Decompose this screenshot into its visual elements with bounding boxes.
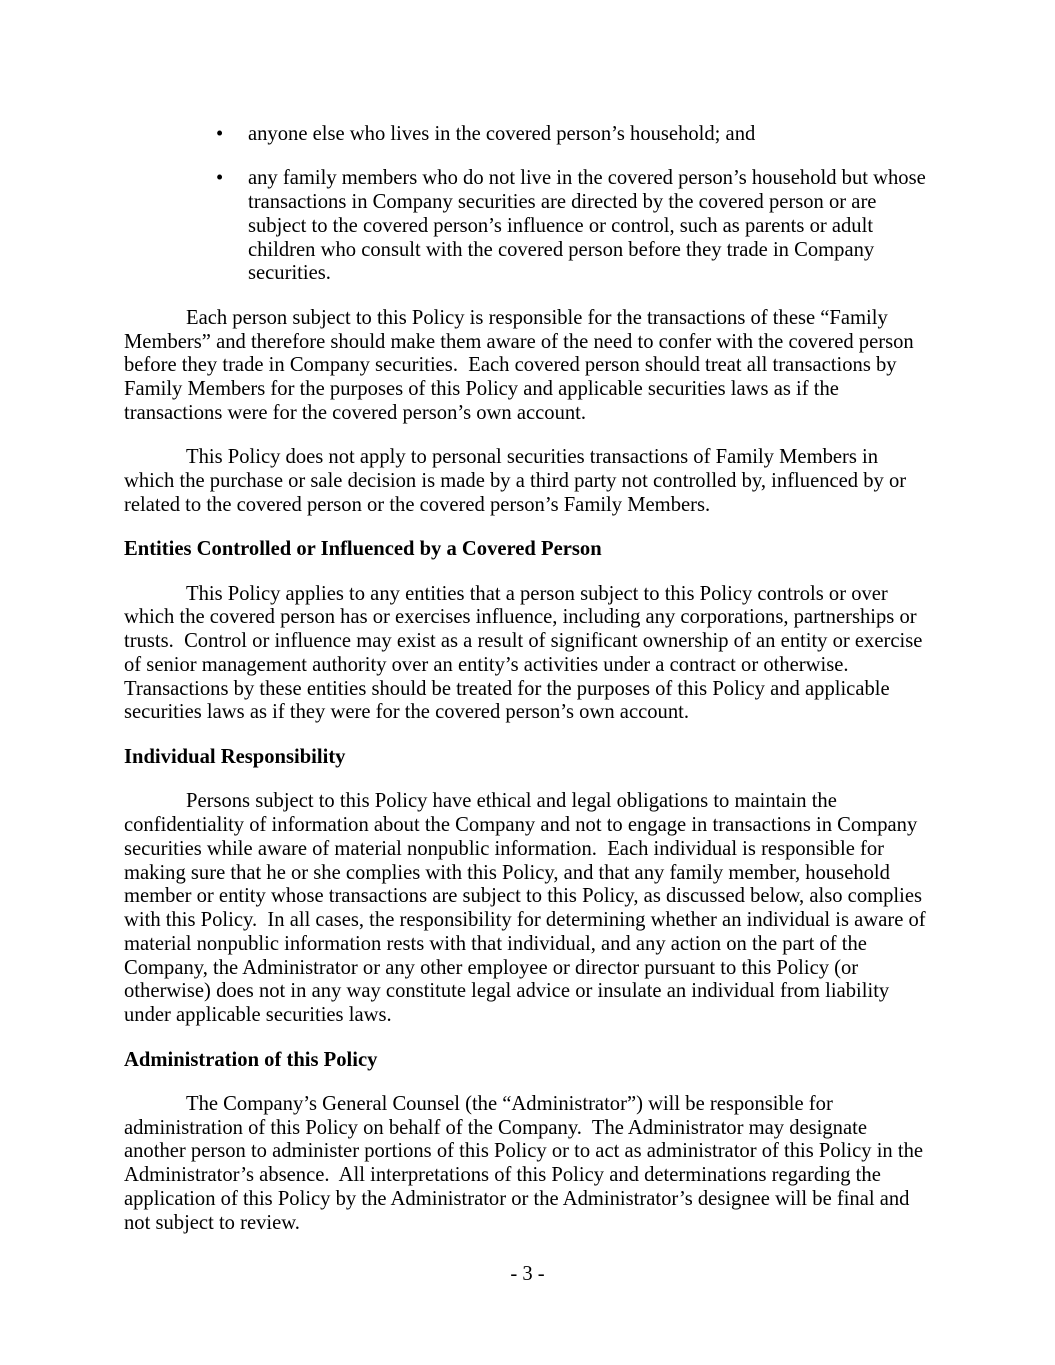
paragraph-line: Persons subject to this Policy have ethical and legal obligations to maintain the — [186, 790, 837, 813]
paragraph-line: Transactions by these entities should be treated for the purposes of this Policy and applicable — [124, 677, 890, 700]
paragraph-line: of senior management authority over an entity’s activities under a contract or otherwise. — [124, 653, 849, 676]
paragraph-line: administration of this Policy on behalf of the Company. The Administrator may designate — [124, 1116, 867, 1139]
section-heading-entities — [124, 538, 934, 562]
paragraph-third-party-exception — [124, 446, 934, 517]
paragraph-entities — [124, 583, 934, 726]
heading-text: Entities Controlled or Influenced by a Covered Person — [124, 538, 602, 561]
page-body — [124, 123, 934, 1256]
paragraph-line: before they trade in Company securities. Each covered person should treat all transactions by — [124, 354, 897, 377]
paragraph-line: making sure that he or she complies with this Policy, and that any family member, household — [124, 861, 890, 884]
paragraph-line: The Company’s General Counsel (the “Administrator”) will be responsible for — [186, 1092, 833, 1115]
paragraph-line: related to the covered person or the covered person’s Family Members. — [124, 493, 711, 516]
section-heading-administration — [124, 1049, 934, 1073]
paragraph-line: transactions were for the covered person’s own account. — [124, 401, 587, 424]
bullet-line: any family members who do not live in the covered person’s household but whose — [248, 167, 926, 190]
paragraph-line: Company, the Administrator or any other employee or director pursuant to this Policy (or — [124, 956, 859, 979]
paragraph-line: under applicable securities laws. — [124, 1004, 392, 1027]
bullet-line: children who consult with the covered person before they trade in Company — [248, 238, 875, 261]
paragraph-line: application of this Policy by the Administrator or the Administrator’s designee will be final and — [124, 1187, 910, 1210]
paragraph-line: which the covered person has or exercises influence, including any corporations, partnerships or — [124, 606, 917, 629]
paragraph-line: confidentiality of information about the Company and not to engage in transactions in Company — [124, 814, 918, 837]
bullet-icon: • — [216, 167, 224, 190]
paragraph-line: This Policy applies to any entities that a person subject to this Policy controls or over — [186, 582, 888, 605]
paragraph-line: otherwise) does not in any way constitute legal advice or insulate an individual from liability — [124, 980, 890, 1003]
bullet-line: securities. — [248, 262, 331, 285]
paragraph-family-members — [124, 307, 934, 426]
paragraph-line: with this Policy. In all cases, the responsibility for determining whether an individual is aware of — [124, 909, 926, 932]
paragraph-line: trusts. Control or influence may exist as a result of significant ownership of an entity or exercise — [124, 630, 923, 653]
paragraph-line: material nonpublic information rests with that individual, and any action on the part of the — [124, 932, 867, 955]
paragraph-line: securities laws as if they were for the covered person’s own account. — [124, 701, 689, 724]
bullet-item-household — [124, 123, 934, 147]
paragraph-line: Each person subject to this Policy is responsible for the transactions of these “Family — [186, 306, 888, 329]
paragraph-administration — [124, 1093, 934, 1236]
bullet-line: subject to the covered person’s influence or control, such as parents or adult — [248, 214, 874, 237]
paragraph-individual-responsibility — [124, 790, 934, 1028]
paragraph-line: Family Members for the purposes of this Policy and applicable securities laws as if the — [124, 378, 839, 401]
heading-text: Administration of this Policy — [124, 1048, 378, 1071]
bullet-line: anyone else who lives in the covered person’s household; and — [248, 123, 756, 145]
paragraph-line: This Policy does not apply to personal securities transactions of Family Members in — [186, 446, 879, 469]
paragraph-line: Administrator’s absence. All interpretations of this Policy and determinations regarding the — [124, 1164, 881, 1187]
paragraph-line: another person to administer portions of this Policy or to act as administrator of this Policy in the — [124, 1140, 924, 1163]
paragraph-line: not subject to review. — [124, 1211, 300, 1234]
bullet-icon: • — [216, 123, 224, 145]
heading-text: Individual Responsibility — [124, 745, 346, 768]
bullet-item-family-members — [124, 167, 934, 286]
paragraph-line: member or entity whose transactions are subject to this Policy, as discussed below, also complies — [124, 885, 923, 908]
section-heading-individual-responsibility — [124, 746, 934, 770]
paragraph-line: which the purchase or sale decision is made by a third party not controlled by, influenced by or — [124, 470, 907, 493]
bullet-line: transactions in Company securities are directed by the covered person or are — [248, 191, 877, 214]
page-number: - 3 - — [510, 1263, 545, 1285]
paragraph-line: securities while aware of material nonpublic information. Each individual is responsible for — [124, 837, 885, 860]
paragraph-line: Members” and therefore should make them aware of the need to confer with the covered person — [124, 330, 914, 353]
